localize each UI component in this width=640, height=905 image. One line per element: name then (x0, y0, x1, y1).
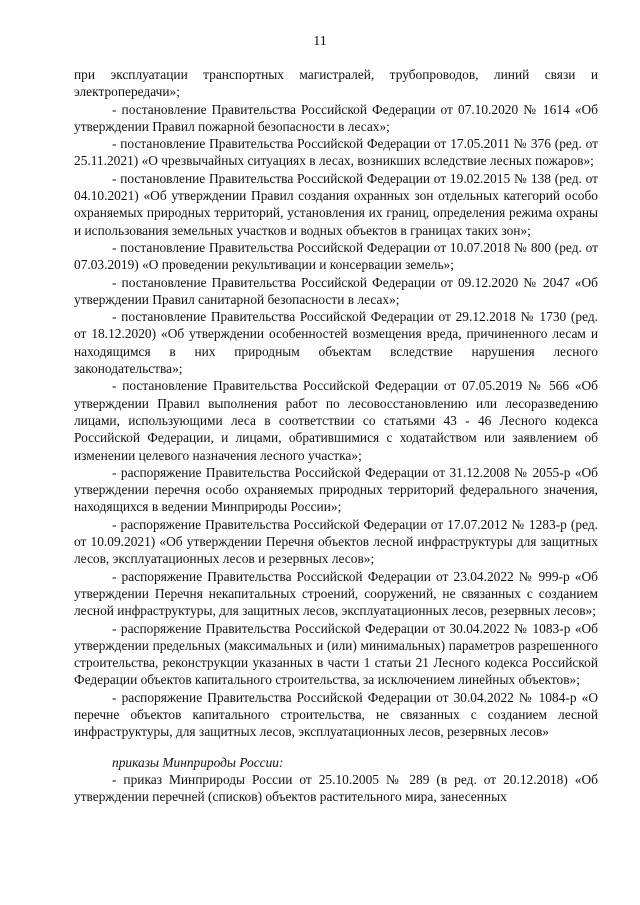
paragraph: - постановление Правительства Российской Федерации от 07.05.2019 № 566 «Об утверждении Правил выполнения работ по лесовосстановлению или лесоразведению лицами, использующими леса в соответствии со статьями 43 - 46 Лесного кодекса Российской Федерации, и лицами, обратившимися с ходатайством или заявлением об изменении целевого назначения лесного участка»; (74, 378, 598, 463)
section-heading: приказы Минприроды России: (112, 754, 284, 770)
paragraph: - распоряжение Правительства Российской Федерации от 23.04.2022 № 999-р «Об утверждении Перечня некапитальных строений, сооружений, не связанных с созданием лесной инфраструктуры, для защитных лесов, эксплуатационных лесов, резервных лесов»; (74, 568, 598, 619)
paragraph: - постановление Правительства Российской Федерации от 19.02.2015 № 138 (ред. от 04.10.2021) «Об утверждении Правил создания охранных зон отдельных категорий особо охраняемых природных территорий, установления их границ, определения режима охраны и использования земельных участков и водных объектов в границах таких зон»; (74, 170, 598, 238)
paragraph: - распоряжение Правительства Российской Федерации от 30.04.2022 № 1083-р «Об утверждении предельных (максимальных и (или) минимальных) параметров разрешенного строительства, реконструкции указанных в части 1 статьи 21 Лесного кодекса Российской Федерации объектов капитального строительства, за исключением линейных объектов»; (74, 620, 598, 688)
paragraph: - распоряжение Правительства Российской Федерации от 30.04.2022 № 1084-р «О перечне объектов капитального строительства, не связанных с созданием лесной инфраструктуры, для защитных лесов, эксплуатационных лесов, резервных лесов» (74, 689, 598, 740)
paragraph: - распоряжение Правительства Российской Федерации от 17.07.2012 № 1283-р (ред. от 10.09.2021) «Об утверждении Перечня объектов лесной инфраструктуры для защитных лесов, эксплуатационных лесов и резервных лесов»; (74, 516, 598, 567)
document-body (74, 66, 598, 805)
paragraph: при эксплуатации транспортных магистралей, трубопроводов, линий связи и электропередачи»; (74, 67, 598, 100)
paragraph: - постановление Правительства Российской Федерации от 07.10.2020 № 1614 «Об утверждении Правил пожарной безопасности в лесах»; (74, 101, 598, 134)
paragraph: - постановление Правительства Российской Федерации от 17.05.2011 № 376 (ред. от 25.11.2021) «О чрезвычайных ситуациях в лесах, возникших вследствие лесных пожаров»; (74, 136, 598, 169)
paragraph: - приказ Минприроды России от 25.10.2005 № 289 (в ред. от 20.12.2018) «Об утверждении перечней (списков) объектов растительного мира, занесенных (74, 771, 598, 805)
paragraph: - постановление Правительства Российской Федерации от 10.07.2018 № 800 (ред. от 07.03.2019) «О проведении рекультивации и консервации земель»; (74, 239, 598, 273)
page-number: 11 (313, 34, 327, 49)
paragraph: - постановление Правительства Российской Федерации от 29.12.2018 № 1730 (ред. от 18.12.2020) «Об утверждении особенностей возмещения вреда, причиненного лесам и находящимся в них природным объектам вследствие нарушения лесного законодательства»; (74, 309, 598, 377)
paragraph: - постановление Правительства Российской Федерации от 09.12.2020 № 2047 «Об утверждении Правил санитарной безопасности в лесах»; (74, 274, 598, 307)
paragraph: - распоряжение Правительства Российской Федерации от 31.12.2008 № 2055-р «Об утверждении перечня особо охраняемых природных территорий федерального значения, находящихся в ведении Минприроды России»; (74, 464, 598, 515)
